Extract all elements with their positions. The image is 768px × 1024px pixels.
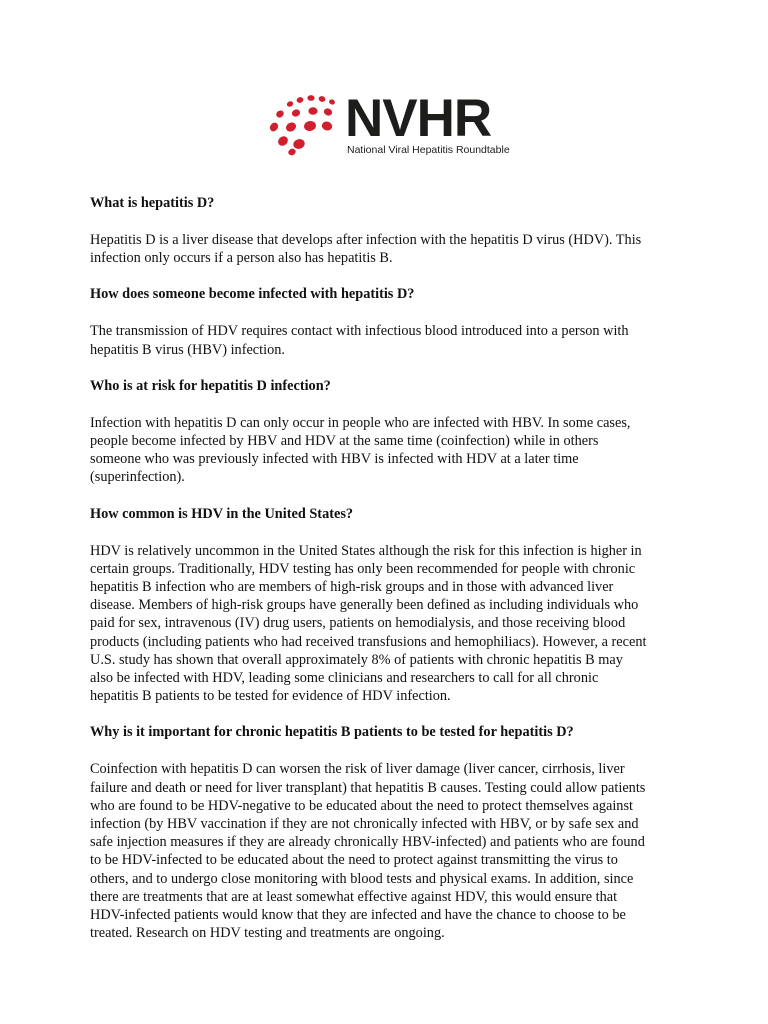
- faq-section-how-infected: [90, 285, 690, 358]
- faq-section-what-is-hepatitis-d: [90, 194, 690, 267]
- faq-section-who-at-risk: [90, 377, 690, 487]
- faq-answer: Hepatitis D is a liver disease that develops after infection with the hepatitis D virus (HDV). This infection only occurs if a person also has hepatitis B.: [90, 232, 642, 267]
- document-body: [90, 194, 690, 942]
- faq-question: What is hepatitis D?: [90, 195, 215, 211]
- faq-answer: Coinfection with hepatitis D can worsen the risk of liver damage (liver cancer, cirrhosis, liver failure and death or need for liver transplant) that hepatitis B causes. Testing could allow patients who are found to be HDV-negative to be educated about the need to protect themselves against infection (by HBV vaccination if they are not chronically infected with HBV, or by safe sex and safe injection measures if they are already chronically HBV-infected) and patients who are found to be HDV-infected to be educated about the need to protect against transmitting the virus to others, and to undergo close monitoring with blood tests and physical exams. In addition, since there are treatments that are at least somewhat effective against HDV, this would ensure that HDV-infected patients would know that they are infected and have the chance to choose to be treated. Research on HDV testing and treatments are ongoing.: [90, 761, 646, 942]
- faq-answer: Infection with hepatitis D can only occur in people who are infected with HBV. In some cases, people become infected by HBV and HDV at the same time (coinfection) while in others someone who was previously infected with HBV is infected with HDV at a later time (superinfection).: [90, 414, 631, 486]
- faq-question: Who is at risk for hepatitis D infection?: [90, 377, 331, 394]
- faq-answer: HDV is relatively uncommon in the United States although the risk for this infection is higher in certain groups. Traditionally, HDV testing has only been recommended for people with chronic hepatitis B infection who are members of high-risk groups and in those with advanced liver disease. Members of high-risk groups have generally been defined as including individuals who paid for sex, intravenous (IV) drug users, patients on hemodialysis, and those receiving blood products (including patients who had received transfusions and hemophiliacs). However, a recent U.S. study has shown that overall approximately 8% of patients with chronic hepatitis B may also be infected with HDV, leading some clinicians and researchers to call for all chronic hepatitis B patients to be tested for evidence of HDV infection.: [90, 542, 647, 705]
- faq-section-why-test: [90, 723, 690, 942]
- logo-dots-icon: [266, 94, 344, 156]
- faq-question: How does someone become infected with hepatitis D?: [90, 286, 415, 303]
- faq-section-how-common: [90, 505, 690, 706]
- logo-wordmark: NVHR: [345, 89, 492, 148]
- faq-answer: The transmission of HDV requires contact with infectious blood introduced into a person with hepatitis B virus (HBV) infection.: [90, 323, 629, 358]
- nvhr-logo: [266, 89, 510, 158]
- faq-question: How common is HDV in the United States?: [90, 505, 354, 522]
- faq-question: Why is it important for chronic hepatitis B patients to be tested for hepatitis D?: [90, 724, 574, 741]
- logo-tagline: National Viral Hepatitis Roundtable: [347, 144, 510, 156]
